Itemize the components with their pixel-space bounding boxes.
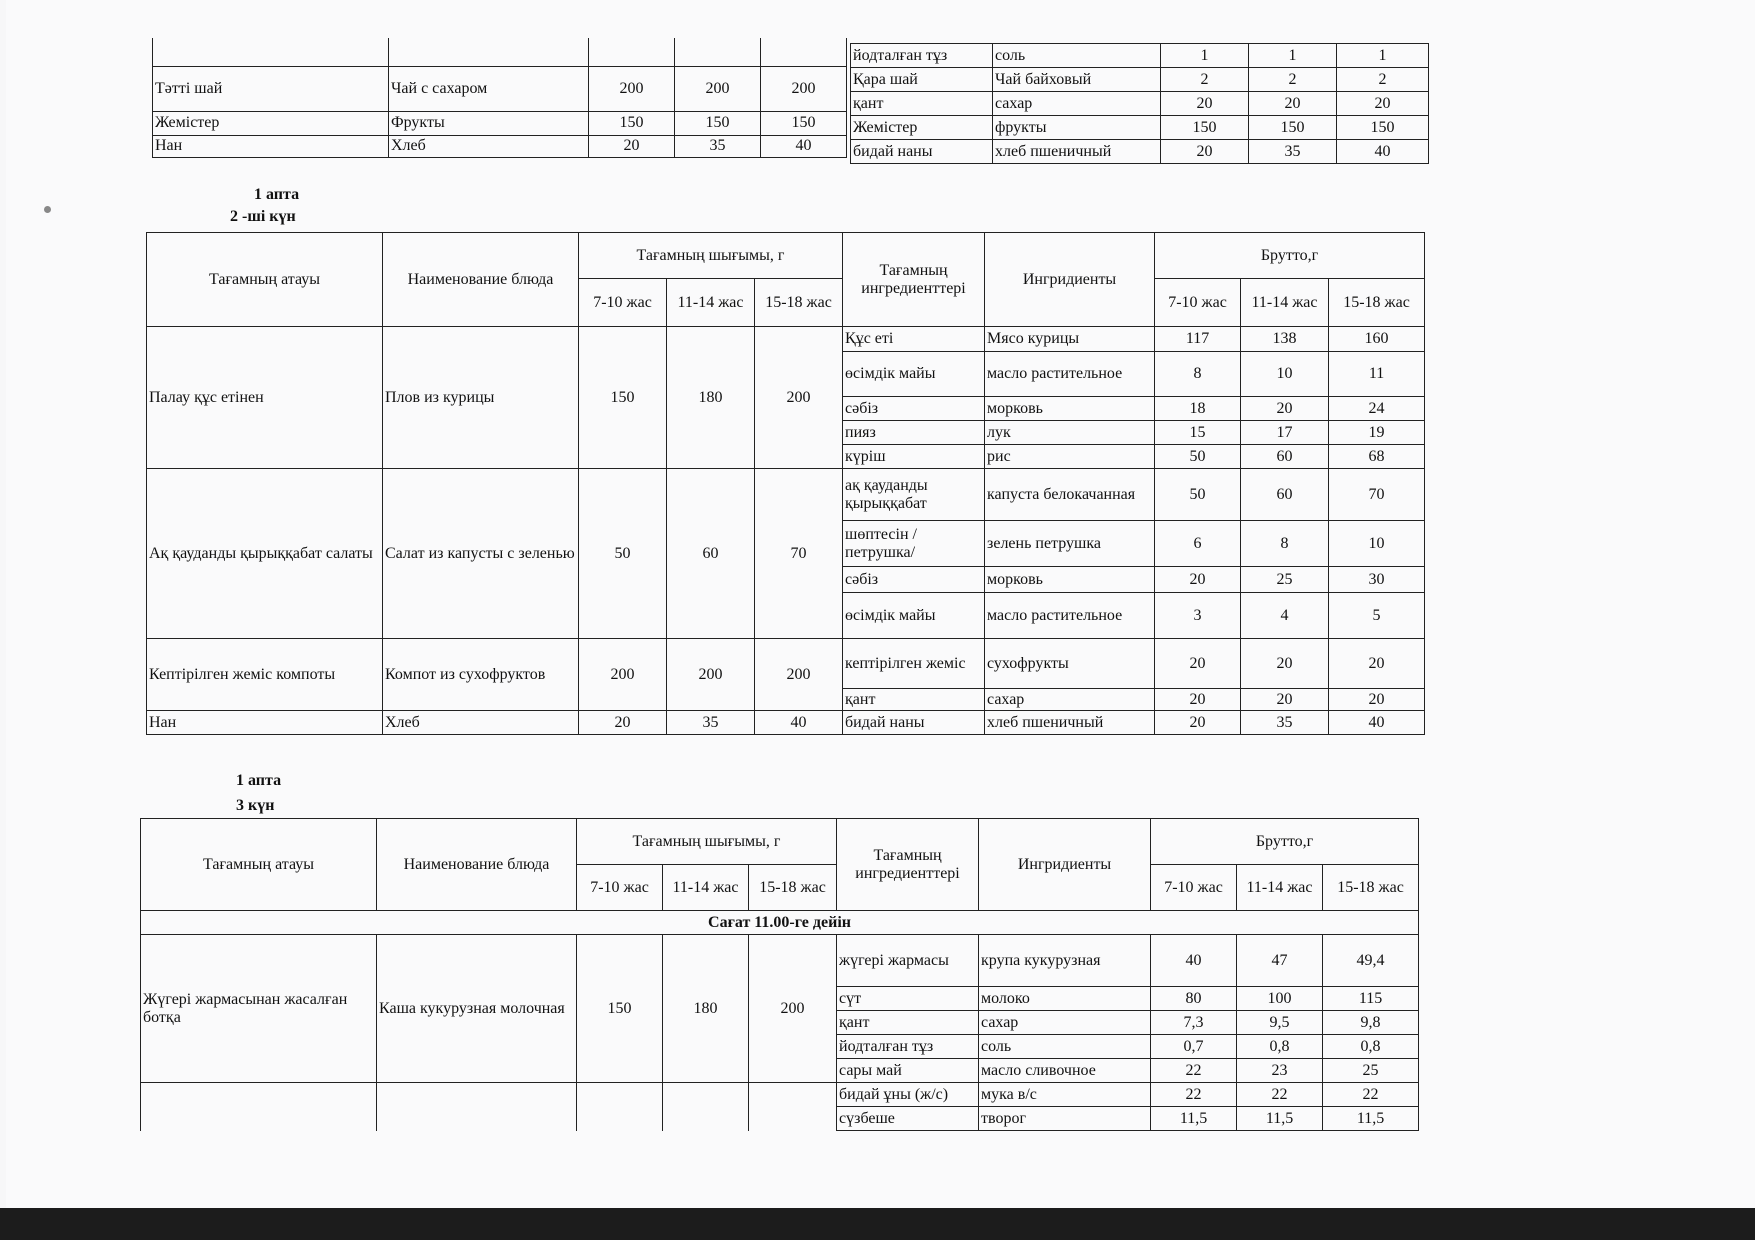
ingredient-kz: Құс еті bbox=[843, 327, 985, 352]
dish-kz bbox=[153, 38, 389, 66]
yield-11-14: 200 bbox=[667, 639, 755, 711]
ingredient-ru: мука в/с bbox=[979, 1083, 1151, 1107]
table-row bbox=[147, 711, 1425, 735]
dish-ru bbox=[389, 38, 589, 66]
ingredient-ru: Чай байховый bbox=[993, 68, 1161, 92]
col-header-age-7-10: 7-10 жас bbox=[579, 279, 667, 327]
scanner-border bbox=[0, 1208, 1755, 1240]
brutto-7-10: 150 bbox=[1161, 116, 1249, 140]
yield-15-18: 200 bbox=[755, 639, 843, 711]
brutto-7-10: 80 bbox=[1151, 987, 1237, 1011]
brutto-7-10: 20 bbox=[1161, 92, 1249, 116]
dish-ru: Компот из сухофруктов bbox=[383, 639, 579, 711]
ingredient-ru: хлеб пшеничный bbox=[993, 140, 1161, 164]
brutto-15-18: 10 bbox=[1329, 521, 1425, 567]
brutto-15-18: 70 bbox=[1329, 469, 1425, 521]
brutto-7-10: 18 bbox=[1155, 397, 1241, 421]
table-row bbox=[153, 111, 847, 135]
brutto-7-10: 20 bbox=[1161, 140, 1249, 164]
yield-11-14: 180 bbox=[663, 935, 749, 1083]
yield-7-10: 20 bbox=[579, 711, 667, 735]
ingredient-kz: шөптесін /петрушка/ bbox=[843, 521, 985, 567]
ingredient-kz: кептірілген жеміс bbox=[843, 639, 985, 689]
section-row bbox=[141, 911, 1419, 935]
yield-11-14: 200 bbox=[675, 66, 761, 111]
brutto-11-14: 100 bbox=[1237, 987, 1323, 1011]
brutto-11-14: 20 bbox=[1241, 397, 1329, 421]
day2-menu-table bbox=[146, 232, 1425, 735]
brutto-11-14: 1 bbox=[1249, 44, 1337, 68]
dish-ru: Чай с сахаром bbox=[389, 66, 589, 111]
meal-time-section: Сағат 11.00-ге дейін bbox=[141, 911, 1419, 935]
dish-ru: Плов из курицы bbox=[383, 327, 579, 469]
brutto-11-14: 47 bbox=[1237, 935, 1323, 987]
dish-kz: Нан bbox=[153, 135, 389, 157]
brutto-11-14: 35 bbox=[1249, 140, 1337, 164]
ingredient-ru: Мясо курицы bbox=[985, 327, 1155, 352]
brutto-11-14: 4 bbox=[1241, 593, 1329, 639]
table-row bbox=[141, 935, 1419, 987]
ingredient-ru: сахар bbox=[993, 92, 1161, 116]
yield-7-10: 50 bbox=[579, 469, 667, 639]
col-header-dish-kz: Тағамның атауы bbox=[147, 233, 383, 327]
day-label: 3 күн bbox=[236, 797, 275, 814]
ingredient-kz: сүзбеше bbox=[837, 1107, 979, 1131]
dish-kz bbox=[141, 1083, 377, 1131]
brutto-7-10: 20 bbox=[1155, 689, 1241, 711]
brutto-15-18: 9,8 bbox=[1323, 1011, 1419, 1035]
yield-7-10: 150 bbox=[589, 111, 675, 135]
brutto-15-18: 49,4 bbox=[1323, 935, 1419, 987]
brutto-15-18: 20 bbox=[1329, 639, 1425, 689]
brutto-11-14: 20 bbox=[1241, 689, 1329, 711]
brutto-11-14: 0,8 bbox=[1237, 1035, 1323, 1059]
yield-7-10: 150 bbox=[579, 327, 667, 469]
ingredient-kz: қант bbox=[837, 1011, 979, 1035]
brutto-11-14: 35 bbox=[1241, 711, 1329, 735]
ingredient-ru: морковь bbox=[985, 567, 1155, 593]
ingredient-ru: сахар bbox=[979, 1011, 1151, 1035]
brutto-7-10: 40 bbox=[1151, 935, 1237, 987]
brutto-7-10: 8 bbox=[1155, 352, 1241, 397]
brutto-7-10: 15 bbox=[1155, 421, 1241, 445]
brutto-7-10: 2 bbox=[1161, 68, 1249, 92]
brutto-11-14: 9,5 bbox=[1237, 1011, 1323, 1035]
ingredient-kz: жүгері жармасы bbox=[837, 935, 979, 987]
col-header-age-7-10: 7-10 жас bbox=[1155, 279, 1241, 327]
ingredient-ru: соль bbox=[979, 1035, 1151, 1059]
ingredient-ru: морковь bbox=[985, 397, 1155, 421]
ingredient-ru: крупа кукурузная bbox=[979, 935, 1151, 987]
ingredient-ru: хлеб пшеничный bbox=[985, 711, 1155, 735]
yield-15-18: 200 bbox=[761, 66, 847, 111]
yield-15-18: 70 bbox=[755, 469, 843, 639]
ingredient-ru: сухофрукты bbox=[985, 639, 1155, 689]
brutto-7-10: 20 bbox=[1155, 639, 1241, 689]
col-header-ingredients-kz: Тағамның ингредиенттері bbox=[843, 233, 985, 327]
ingredient-kz: қант bbox=[843, 689, 985, 711]
top-left-table bbox=[152, 38, 847, 158]
brutto-7-10: 20 bbox=[1155, 711, 1241, 735]
brutto-15-18: 150 bbox=[1337, 116, 1429, 140]
col-header-yield: Тағамның шығымы, г bbox=[579, 233, 843, 279]
brutto-7-10: 50 bbox=[1155, 469, 1241, 521]
brutto-11-14: 2 bbox=[1249, 68, 1337, 92]
brutto-15-18: 40 bbox=[1329, 711, 1425, 735]
yield-11-14: 180 bbox=[667, 327, 755, 469]
yield-7-10: 200 bbox=[589, 66, 675, 111]
ingredient-kz: Жемістер bbox=[851, 116, 993, 140]
top-right-table bbox=[850, 43, 1429, 164]
col-header-age-15-18: 15-18 жас bbox=[1329, 279, 1425, 327]
table-row bbox=[851, 140, 1429, 164]
dish-kz: Кептірілген жеміс компоты bbox=[147, 639, 383, 711]
week-label: 1 апта bbox=[236, 772, 282, 789]
yield-15-18: 200 bbox=[755, 327, 843, 469]
yield-15-18: 40 bbox=[755, 711, 843, 735]
yield-7-10: 200 bbox=[579, 639, 667, 711]
ingredient-ru: капуста белокачанная bbox=[985, 469, 1155, 521]
brutto-11-14: 22 bbox=[1237, 1083, 1323, 1107]
col-header-age-7-10: 7-10 жас bbox=[1151, 865, 1237, 911]
ingredient-kz: ақ қауданды қырыққабат bbox=[843, 469, 985, 521]
brutto-15-18: 0,8 bbox=[1323, 1035, 1419, 1059]
brutto-15-18: 68 bbox=[1329, 445, 1425, 469]
ingredient-kz: бидай наны bbox=[851, 140, 993, 164]
brutto-7-10: 1 bbox=[1161, 44, 1249, 68]
col-header-ingredients-ru: Ингридиенты bbox=[985, 233, 1155, 327]
ingredient-ru: масло растительное bbox=[985, 352, 1155, 397]
brutto-7-10: 6 bbox=[1155, 521, 1241, 567]
ingredient-ru: творог bbox=[979, 1107, 1151, 1131]
brutto-15-18: 22 bbox=[1323, 1083, 1419, 1107]
ingredient-kz: Қара шай bbox=[851, 68, 993, 92]
col-header-age-15-18: 15-18 жас bbox=[749, 865, 837, 911]
ingredient-ru: соль bbox=[993, 44, 1161, 68]
brutto-7-10: 11,5 bbox=[1151, 1107, 1237, 1131]
yield-15-18 bbox=[749, 1083, 837, 1131]
brutto-11-14: 10 bbox=[1241, 352, 1329, 397]
week-label: 1 апта bbox=[254, 186, 300, 203]
yield-15-18: 40 bbox=[761, 135, 847, 157]
header-row bbox=[147, 233, 1425, 279]
brutto-7-10: 22 bbox=[1151, 1059, 1237, 1083]
brutto-11-14: 60 bbox=[1241, 445, 1329, 469]
brutto-7-10: 7,3 bbox=[1151, 1011, 1237, 1035]
ingredient-ru: сахар bbox=[985, 689, 1155, 711]
brutto-11-14: 20 bbox=[1249, 92, 1337, 116]
yield-15-18: 150 bbox=[761, 111, 847, 135]
scan-speck bbox=[44, 206, 51, 213]
col-header-age-7-10: 7-10 жас bbox=[577, 865, 663, 911]
yield-11-14: 60 bbox=[667, 469, 755, 639]
col-header-ingredients-kz: Тағамның ингредиенттері bbox=[837, 819, 979, 911]
dish-kz: Ақ қауданды қырыққабат салаты bbox=[147, 469, 383, 639]
ingredient-kz: бидай ұны (ж/с) bbox=[837, 1083, 979, 1107]
brutto-7-10: 22 bbox=[1151, 1083, 1237, 1107]
brutto-15-18: 11 bbox=[1329, 352, 1425, 397]
yield-11-14: 150 bbox=[675, 111, 761, 135]
ingredient-kz: күріш bbox=[843, 445, 985, 469]
ingredient-ru: лук bbox=[985, 421, 1155, 445]
header-row bbox=[141, 819, 1419, 865]
col-header-dish-ru: Наименование блюда bbox=[377, 819, 577, 911]
brutto-15-18: 20 bbox=[1329, 689, 1425, 711]
yield-7-10 bbox=[577, 1083, 663, 1131]
ingredient-kz: өсімдік майы bbox=[843, 593, 985, 639]
brutto-7-10: 117 bbox=[1155, 327, 1241, 352]
brutto-15-18: 25 bbox=[1323, 1059, 1419, 1083]
dish-kz: Нан bbox=[147, 711, 383, 735]
yield-11-14 bbox=[663, 1083, 749, 1131]
dish-ru: Хлеб bbox=[389, 135, 589, 157]
table-row bbox=[147, 469, 1425, 521]
ingredient-ru: рис bbox=[985, 445, 1155, 469]
col-header-dish-ru: Наименование блюда bbox=[383, 233, 579, 327]
dish-ru: Салат из капусты с зеленью bbox=[383, 469, 579, 639]
dish-ru: Хлеб bbox=[383, 711, 579, 735]
table-row bbox=[147, 327, 1425, 352]
table-row bbox=[851, 92, 1429, 116]
yield-7-10: 20 bbox=[589, 135, 675, 157]
ingredient-ru: масло растительное bbox=[985, 593, 1155, 639]
col-header-age-11-14: 11-14 жас bbox=[1241, 279, 1329, 327]
day-label: 2 -ші күн bbox=[230, 208, 296, 225]
table-row bbox=[141, 1083, 1419, 1107]
brutto-15-18: 115 bbox=[1323, 987, 1419, 1011]
ingredient-ru: масло сливочное bbox=[979, 1059, 1151, 1083]
col-header-brutto: Брутто,г bbox=[1155, 233, 1425, 279]
dish-kz: Жемістер bbox=[153, 111, 389, 135]
brutto-15-18: 30 bbox=[1329, 567, 1425, 593]
ingredient-kz: өсімдік майы bbox=[843, 352, 985, 397]
ingredient-kz: пияз bbox=[843, 421, 985, 445]
ingredient-ru: фрукты bbox=[993, 116, 1161, 140]
brutto-7-10: 50 bbox=[1155, 445, 1241, 469]
brutto-11-14: 60 bbox=[1241, 469, 1329, 521]
brutto-7-10: 3 bbox=[1155, 593, 1241, 639]
brutto-7-10: 20 bbox=[1155, 567, 1241, 593]
brutto-11-14: 17 bbox=[1241, 421, 1329, 445]
table-row bbox=[851, 44, 1429, 68]
brutto-11-14: 11,5 bbox=[1237, 1107, 1323, 1131]
brutto-15-18: 20 bbox=[1337, 92, 1429, 116]
brutto-15-18: 160 bbox=[1329, 327, 1425, 352]
yield-11-14: 35 bbox=[675, 135, 761, 157]
table-row bbox=[153, 66, 847, 111]
table-row bbox=[851, 68, 1429, 92]
day3-menu-table bbox=[140, 818, 1419, 1131]
table-row bbox=[147, 639, 1425, 689]
brutto-11-14: 20 bbox=[1241, 639, 1329, 689]
ingredient-kz: қант bbox=[851, 92, 993, 116]
brutto-11-14: 8 bbox=[1241, 521, 1329, 567]
yield-11-14: 35 bbox=[667, 711, 755, 735]
table-row bbox=[153, 38, 847, 66]
col-header-brutto: Брутто,г bbox=[1151, 819, 1419, 865]
col-header-age-15-18: 15-18 жас bbox=[1323, 865, 1419, 911]
ingredient-kz: бидай наны bbox=[843, 711, 985, 735]
ingredient-kz: сүт bbox=[837, 987, 979, 1011]
yield-15-18: 200 bbox=[749, 935, 837, 1083]
brutto-11-14: 138 bbox=[1241, 327, 1329, 352]
brutto-11-14: 23 bbox=[1237, 1059, 1323, 1083]
brutto-15-18: 1 bbox=[1337, 44, 1429, 68]
brutto-15-18: 5 bbox=[1329, 593, 1425, 639]
brutto-15-18: 24 bbox=[1329, 397, 1425, 421]
ingredient-kz: йодталған тұз bbox=[851, 44, 993, 68]
col-header-dish-kz: Тағамның атауы bbox=[141, 819, 377, 911]
col-header-age-11-14: 11-14 жас bbox=[1237, 865, 1323, 911]
dish-kz: Тәтті шай bbox=[153, 66, 389, 111]
dish-ru: Каша кукурузная молочная bbox=[377, 935, 577, 1083]
col-header-age-11-14: 11-14 жас bbox=[667, 279, 755, 327]
col-header-yield: Тағамның шығымы, г bbox=[577, 819, 837, 865]
ingredient-kz: сәбіз bbox=[843, 397, 985, 421]
ingredient-ru: зелень петрушка bbox=[985, 521, 1155, 567]
ingredient-kz: сары май bbox=[837, 1059, 979, 1083]
brutto-15-18: 11,5 bbox=[1323, 1107, 1419, 1131]
brutto-11-14: 150 bbox=[1249, 116, 1337, 140]
dish-ru bbox=[377, 1083, 577, 1131]
brutto-15-18: 19 bbox=[1329, 421, 1425, 445]
ingredient-kz: йодталған тұз bbox=[837, 1035, 979, 1059]
col-header-age-11-14: 11-14 жас bbox=[663, 865, 749, 911]
col-header-age-15-18: 15-18 жас bbox=[755, 279, 843, 327]
yield-7-10: 150 bbox=[577, 935, 663, 1083]
col-header-ingredients-ru: Ингридиенты bbox=[979, 819, 1151, 911]
dish-ru: Фрукты bbox=[389, 111, 589, 135]
ingredient-ru: молоко bbox=[979, 987, 1151, 1011]
brutto-7-10: 0,7 bbox=[1151, 1035, 1237, 1059]
table-row bbox=[153, 135, 847, 157]
table-row bbox=[851, 116, 1429, 140]
brutto-11-14: 25 bbox=[1241, 567, 1329, 593]
brutto-15-18: 2 bbox=[1337, 68, 1429, 92]
dish-kz: Палау құс етінен bbox=[147, 327, 383, 469]
brutto-15-18: 40 bbox=[1337, 140, 1429, 164]
ingredient-kz: сәбіз bbox=[843, 567, 985, 593]
dish-kz: Жүгері жармасынан жасалған ботқа bbox=[141, 935, 377, 1083]
